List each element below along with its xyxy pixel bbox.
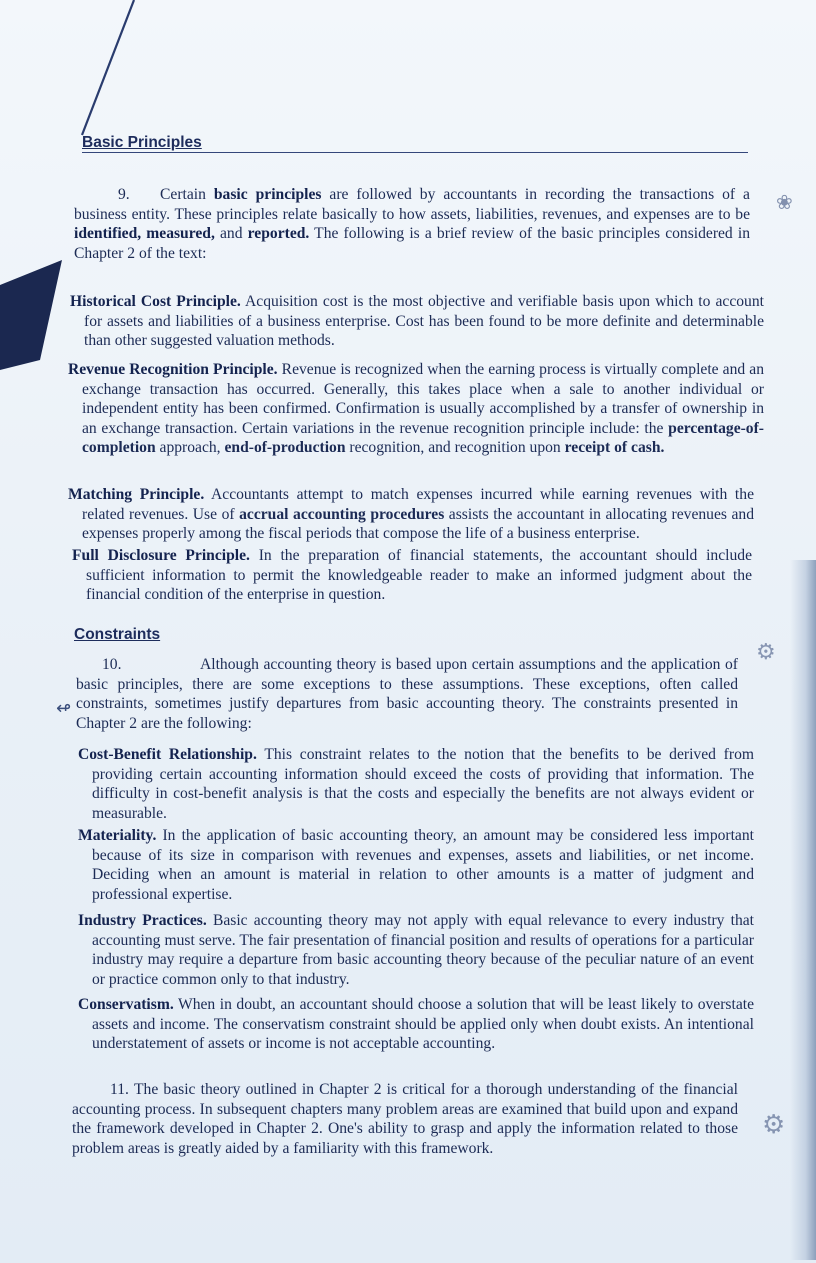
paragraph-number: 11. xyxy=(110,1081,129,1098)
constraint-materiality: Materiality. In the application of basic accounting theory, an amount may be considered less important because of its size in comparison with revenues and expenses, assets and liabilities, or net income. Deciding when an amount is material in relation to other amounts is a matter of judgment and professional expertise. xyxy=(78,827,754,903)
page-corner-shadow xyxy=(0,190,70,370)
paragraph-number: 10. xyxy=(102,656,122,673)
principle-matching: Matching Principle. Accountants attempt to match expenses incurred while earning revenues with the related revenues. Use of accrual accounting procedures assists the accountant in allocating revenues and expenses properly among the fiscal periods that compose the life of a business enterprise. xyxy=(68,486,754,543)
heading-rule xyxy=(82,152,748,153)
paragraph-11: 11. The basic theory outlined in Chapter 2 is critical for a thorough understanding of the financial accounting process. In subsequent chapters many problem areas are examined that build upon and expand the framework developed in Chapter 2. One's ability to grasp and apply the information related to those problem areas is greatly aided by a familiarity with this framework. xyxy=(72,1081,738,1157)
section-heading-basic-principles: Basic Principles xyxy=(82,134,202,151)
section-heading-constraints: Constraints xyxy=(74,626,161,643)
principle-historical-cost: Historical Cost Principle. Acquisition cost is the most objective and verifiable basis upon which to account for assets and liabilities of a business enterprise. Cost has been found to be more definite and determinable than other suggested valuation methods. xyxy=(70,293,764,350)
constraint-conservatism: Conservatism. When in doubt, an accountant should choose a solution that will be least likely to overstate assets and income. The conservatism constraint should be applied only when doubt exists. An intentional understatement of assets or income is not acceptable accounting. xyxy=(78,996,754,1053)
principle-full-disclosure: Full Disclosure Principle. In the preparation of financial statements, the accountant should include sufficient information to permit the knowledgeable reader to make an informed judgment about the financial condition of the enterprise in question. xyxy=(72,547,752,604)
paragraph-number: 9. xyxy=(118,186,130,203)
paragraph-10: 10. Although accounting theory is based upon certain assumptions and the application of basic principles, there are some exceptions to these assumptions. These exceptions, often called constraints, sometimes justify departures from basic accounting theory. The constraints presented in Chapter 2 are the following: xyxy=(76,656,738,732)
constraint-cost-benefit: Cost-Benefit Relationship. This constraint relates to the notion that the benefits to be derived from providing certain accounting information should exceed the costs of providing that information. The difficulty in cost-benefit analysis is that the costs and especially the benefits are not always evident or measurable. xyxy=(78,746,754,822)
constraint-industry-practices: Industry Practices. Basic accounting theory may not apply with equal relevance to every industry that accounting must serve. The fair presentation of financial position and results of operations for a particular industry may require a departure from basic accounting theory because of the peculiar nature of an event or practice common only to that industry. xyxy=(78,912,755,988)
margin-smudge-icon: ❀ xyxy=(776,190,793,214)
page-edge-shadow xyxy=(790,560,816,1260)
paragraph-9: 9. Certain basic principles are followed by accountants in recording the transactions of a business entity. These principles relate basically to how assets, liabilities, revenues, and expenses are to be identified, measured, and reported. The following is a brief review of the basic principles considered in Chapter 2 of the text: xyxy=(74,186,751,262)
principle-revenue-recognition: Revenue Recognition Principle. Revenue is recognized when the earning process is virtually complete and an exchange transaction has occurred. Generally, this takes place when a sale to another individual or independent entity has been confirmed. Confirmation is usually accomplished by a transfer of ownership in an exchange transaction. Certain variations in the revenue recognition principle include: the percentage-of-completion approach, end-of-production recognition, and recognition upon receipt of cash. xyxy=(68,361,764,457)
pen-mark-icon: ↫ xyxy=(56,698,72,719)
margin-stamp-icon: ⚙ xyxy=(756,640,776,665)
margin-stamp-icon: ⚙ xyxy=(762,1110,786,1140)
